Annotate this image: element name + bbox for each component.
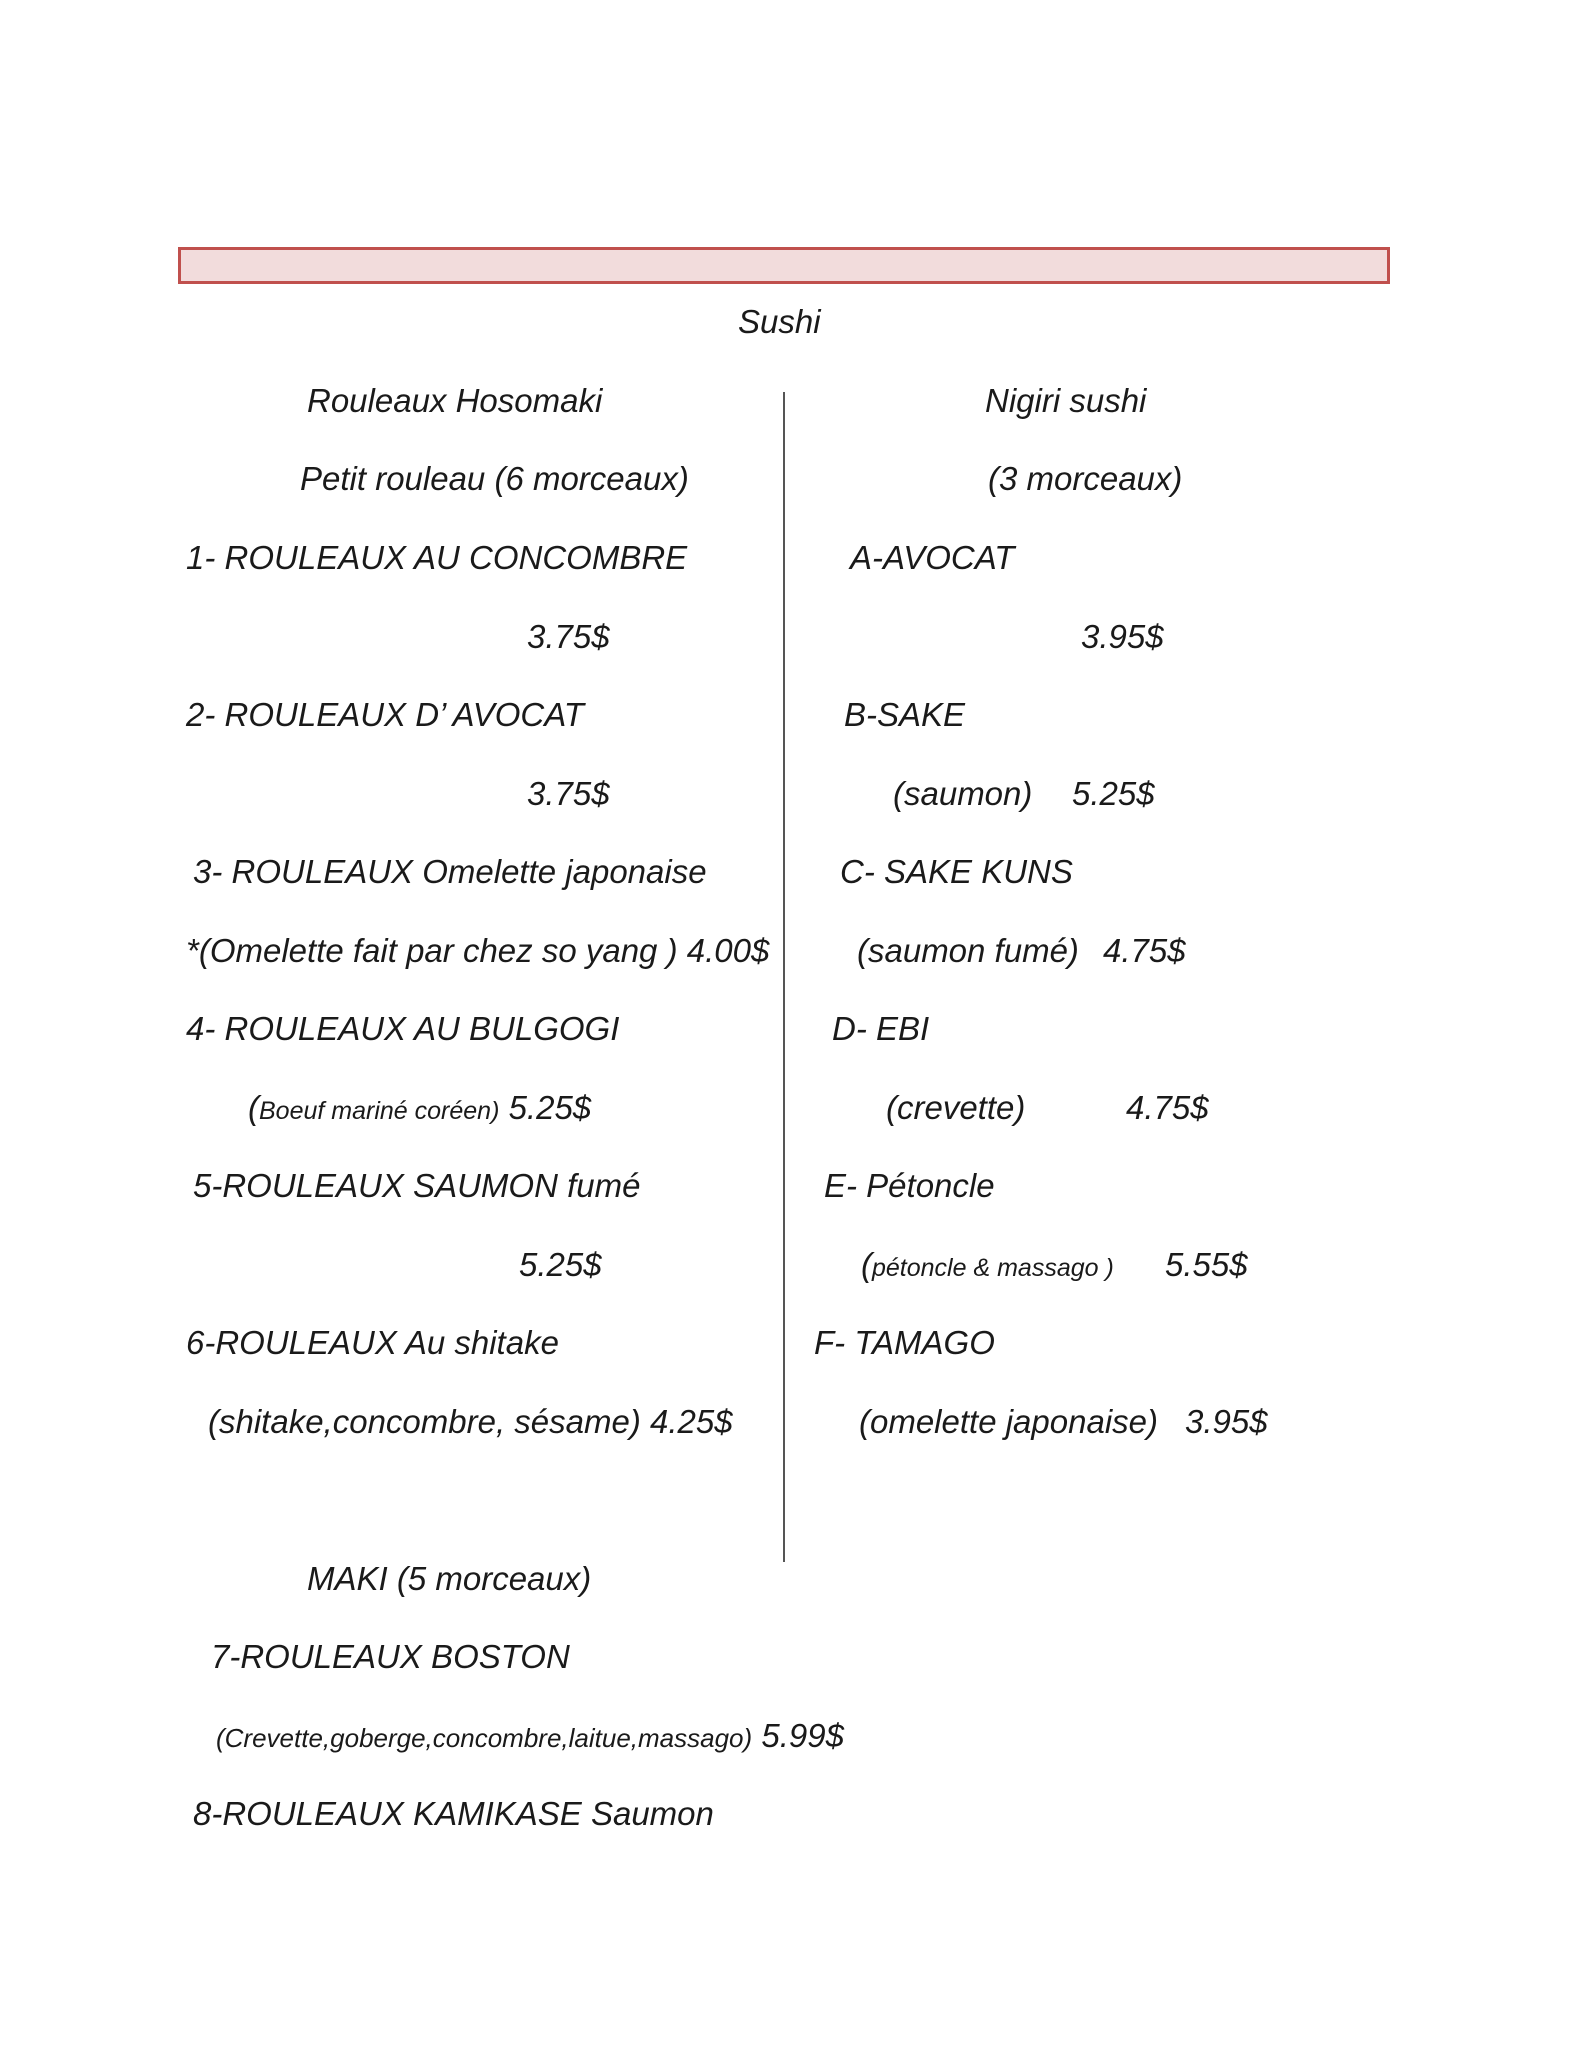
item7-desc-line bbox=[216, 1716, 844, 1758]
itemE-price: 5.55$ bbox=[1165, 1246, 1248, 1283]
item4-name: 4- ROULEAUX AU BULGOGI bbox=[186, 1010, 620, 1047]
item1-name: 1- ROULEAUX AU CONCOMBRE bbox=[186, 539, 688, 576]
item4-desc-open: ( bbox=[248, 1089, 259, 1126]
item1-price: 3.75$ bbox=[527, 618, 610, 655]
itemA-name: A-AVOCAT bbox=[850, 539, 1015, 576]
page-title: Sushi bbox=[738, 303, 821, 340]
item7-desc: (Crevette,goberge,concombre,laitue,massago) bbox=[216, 1723, 753, 1753]
nigiri-heading: Nigiri sushi bbox=[985, 382, 1147, 419]
item4-desc-line bbox=[248, 1088, 591, 1131]
itemE-desc-open: ( bbox=[861, 1246, 872, 1283]
item6-name: 6-ROULEAUX Au shitake bbox=[186, 1324, 559, 1361]
item5-name: 5-ROULEAUX SAUMON fumé bbox=[193, 1167, 641, 1204]
item4-desc: Boeuf mariné coréen) bbox=[259, 1097, 500, 1125]
itemD-price: 4.75$ bbox=[1126, 1089, 1209, 1126]
item6-desc: (shitake,concombre, sésame) 4.25$ bbox=[208, 1403, 733, 1440]
itemF-desc: (omelette japonaise) bbox=[859, 1403, 1158, 1440]
itemD-desc: (crevette) bbox=[886, 1089, 1026, 1126]
item8-name: 8-ROULEAUX KAMIKASE Saumon bbox=[193, 1795, 714, 1832]
itemE-name: E- Pétoncle bbox=[824, 1167, 995, 1204]
item4-price: 5.25$ bbox=[508, 1089, 592, 1126]
itemC-price: 4.75$ bbox=[1103, 932, 1186, 969]
itemE-desc-line bbox=[861, 1245, 1114, 1288]
nigiri-subheading: (3 morceaux) bbox=[988, 460, 1183, 497]
itemB-name: B-SAKE bbox=[844, 696, 966, 733]
item2-name: 2- ROULEAUX D’ AVOCAT bbox=[186, 696, 584, 733]
hosomaki-heading: Rouleaux Hosomaki bbox=[307, 382, 603, 419]
itemF-name: F- TAMAGO bbox=[814, 1324, 995, 1361]
item7-price: 5.99$ bbox=[761, 1717, 844, 1754]
header-banner bbox=[178, 247, 1390, 284]
item5-price: 5.25$ bbox=[519, 1246, 602, 1283]
hosomaki-subheading: Petit rouleau (6 morceaux) bbox=[300, 460, 689, 497]
maki-heading: MAKI (5 morceaux) bbox=[307, 1560, 592, 1597]
itemB-desc: (saumon) bbox=[893, 775, 1033, 812]
item3-desc: *(Omelette fait par chez so yang ) 4.00$ bbox=[186, 932, 770, 969]
item3-name: 3- ROULEAUX Omelette japonaise bbox=[193, 853, 707, 890]
item2-price: 3.75$ bbox=[527, 775, 610, 812]
itemD-name: D- EBI bbox=[832, 1010, 930, 1047]
itemE-desc: pétoncle & massago ) bbox=[872, 1254, 1114, 1282]
itemA-price: 3.95$ bbox=[1081, 618, 1164, 655]
column-divider bbox=[783, 392, 785, 1562]
itemB-price: 5.25$ bbox=[1072, 775, 1155, 812]
itemF-price: 3.95$ bbox=[1185, 1403, 1268, 1440]
item7-name: 7-ROULEAUX BOSTON bbox=[211, 1638, 570, 1675]
itemC-desc: (saumon fumé) bbox=[857, 932, 1079, 969]
itemC-name: C- SAKE KUNS bbox=[840, 853, 1073, 890]
